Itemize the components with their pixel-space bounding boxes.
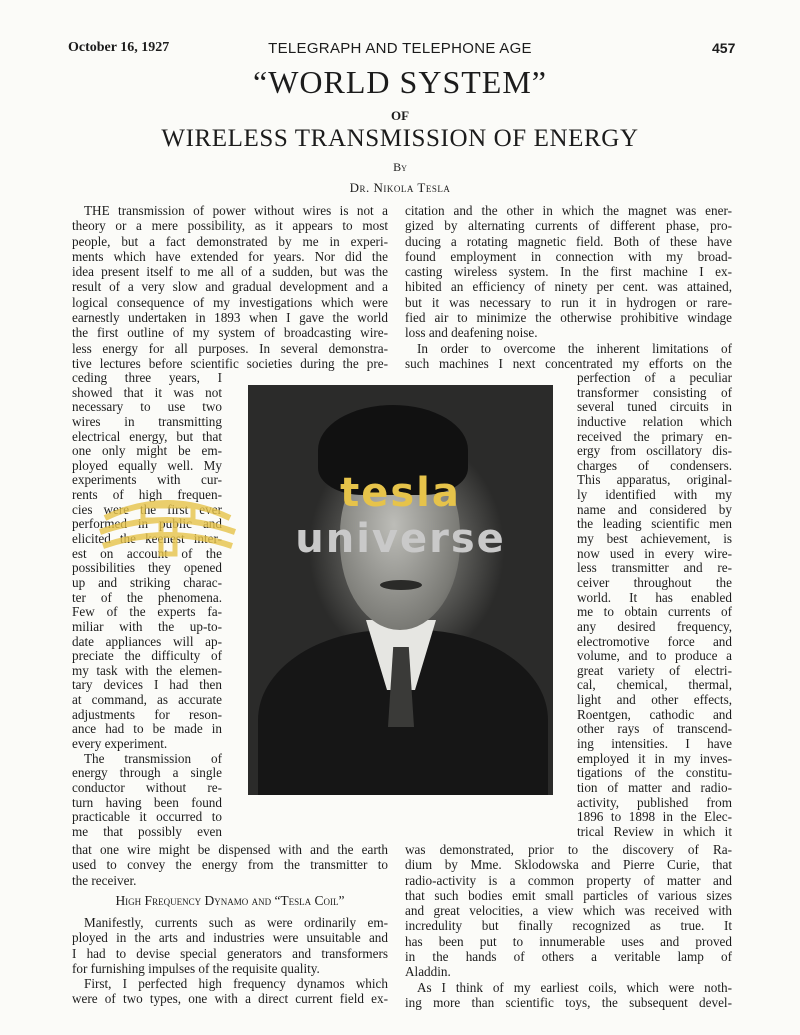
text-line: ance had to be made in — [72, 721, 222, 737]
text-line: were of two types, one with a direct current field ex- — [72, 991, 388, 1007]
text-line: tigations of the constitu- — [577, 765, 732, 781]
journal-name: TELEGRAPH AND TELEPHONE AGE — [268, 40, 532, 57]
section-heading: High Frequency Dynamo and “Tesla Coil” — [115, 893, 345, 908]
text-line: incredulity but finally recognized as true. It — [405, 918, 732, 934]
text-line: possibilities they opened — [72, 560, 222, 576]
text-line: my best achievement, is — [577, 531, 732, 547]
column-left-narrow — [72, 371, 222, 840]
text-line: charges of condensers. — [577, 457, 732, 473]
text-line: my task with the elemen- — [72, 662, 222, 678]
text-line: me that possibly even — [72, 823, 222, 839]
column-left-bottom-2 — [72, 915, 388, 1007]
text-line: ments which have extended for years. Nor did the — [72, 248, 388, 264]
text-line: In order to overcome the inherent limitations of — [417, 340, 732, 356]
text-line: the leading scientific men — [577, 516, 732, 532]
text-line: such machines I next concentrated my efforts on the — [405, 355, 732, 371]
text-line: ceding three years, I — [72, 370, 222, 385]
title-connector: OF — [390, 108, 410, 123]
text-line: employed it in my inves- — [577, 750, 732, 766]
text-line: performed in public and — [72, 516, 222, 532]
text-line: ing intensities. I have — [577, 736, 732, 752]
text-line: THE transmission of power without wires is not a — [84, 203, 388, 218]
text-line: and great velocities, a view which was received with — [405, 903, 732, 919]
text-line: at command, as accurate — [72, 692, 222, 708]
text-line: less energy for all purposes. In several demonstra- — [72, 340, 388, 356]
text-line: name and considered by — [577, 501, 732, 517]
text-line: date appliances will ap- — [72, 633, 222, 649]
text-line: the receiver. — [72, 872, 137, 888]
text-line: several tuned circuits in — [577, 399, 732, 415]
watermark-logo-icon — [95, 488, 240, 560]
text-line: ducing a rotating magnetic field. Both of these have — [405, 233, 732, 249]
text-line: world. It has enabled — [577, 589, 732, 605]
text-line: people, but a fact demonstrated by me in experi- — [72, 233, 388, 249]
text-line: ployed in the arts and industries were unsuitable and — [72, 930, 388, 946]
text-line: Few of the experts fa- — [72, 604, 222, 620]
text-line: rents of high frequen- — [72, 487, 222, 503]
text-line: adjustments for reson- — [72, 706, 222, 722]
text-line: in the hands of others a veritable lamp of — [405, 949, 732, 965]
byline-label: By — [393, 160, 407, 174]
text-line: tive lectures before scientific societies during the pre- — [72, 355, 388, 371]
text-line: less transmitter and re- — [577, 560, 732, 576]
article-subtitle: WIRELESS TRANSMISSION OF ENERGY — [161, 125, 639, 152]
column-right-top — [405, 203, 732, 371]
portrait-photo — [248, 385, 553, 795]
text-line: found employment in connection with my broad- — [405, 248, 732, 264]
text-line: miliar with the up-to- — [72, 618, 222, 634]
text-line: that such bodies emit small particles of various sizes — [405, 887, 732, 903]
text-line: preciate the difficulty of — [72, 648, 222, 664]
text-line: inductive relation which — [577, 413, 732, 429]
text-line: logical consequence of my investigations which were — [72, 294, 388, 310]
text-line: gized by alternating currents of different phase, pro- — [405, 218, 732, 234]
text-line: hibited an efficiency of ninety per cent. was attained, — [405, 279, 732, 295]
text-line: citation and the other in which the magnet was ener- — [405, 203, 732, 218]
text-line: est on account of the — [72, 545, 222, 561]
text-line: As I think of my earliest coils, which were noth- — [417, 979, 732, 995]
text-line: every experiment. — [72, 736, 168, 752]
text-line: This apparatus, original- — [577, 472, 732, 488]
text-line: conductor without re- — [72, 779, 222, 795]
text-line: other rays of transcend- — [577, 721, 732, 737]
column-left-bottom — [72, 842, 388, 888]
text-line: ly identified with my — [577, 487, 732, 503]
text-line: radio-activity is a common property of matter and — [405, 872, 732, 888]
text-line: wires in transmitting — [72, 413, 222, 429]
text-line: 1896 to 1898 in the Elec- — [577, 809, 732, 825]
text-line: trical Review in which it — [577, 823, 732, 839]
text-line: ployed equally well. My — [72, 457, 222, 473]
text-line: result of a very slow and gradual development and a — [72, 279, 388, 295]
text-line: but it was necessary to run it in hydrogen or rare- — [405, 294, 732, 310]
text-line: any desired frequency, — [577, 618, 732, 634]
text-line: activity, published from — [577, 794, 732, 810]
text-line: necessary to use two — [72, 399, 222, 415]
text-line: great variety of electri- — [577, 662, 732, 678]
text-line: idea present itself to me all of a sudden, but was the — [72, 264, 388, 280]
watermark-word-2: universe — [295, 516, 506, 562]
text-line: up and striking charac- — [72, 574, 222, 590]
text-line: earnestly undertaken in 1893 when I gave the world — [72, 310, 388, 326]
text-line: tion of matter and radio- — [577, 779, 732, 795]
text-line: energy through a single — [72, 765, 222, 781]
text-line: tary devices I had then — [72, 677, 222, 693]
column-left-top — [72, 203, 388, 371]
text-line: transformer consisting of — [577, 384, 732, 400]
text-line: The transmission of — [84, 750, 222, 766]
text-line: theory or a mere possibility, as it appears to most — [72, 218, 388, 234]
text-line: for furnishing impulses of the requisite quality. — [72, 960, 320, 976]
text-line: cal, chemical, thermal, — [577, 677, 732, 693]
text-line: ter of the phenomena. — [72, 589, 222, 605]
text-line: loss and deafening noise. — [405, 325, 538, 341]
text-line: casting wireless system. In the first machine I ex- — [405, 264, 732, 280]
text-line: light and other effects, — [577, 692, 732, 708]
column-right-narrow — [577, 371, 732, 840]
author-name: Dr. Nikola Tesla — [349, 180, 451, 195]
watermark-word-1: tesla — [340, 470, 461, 516]
text-line: First, I perfected high frequency dynamos which — [84, 976, 388, 992]
issue-date: October 16, 1927 — [68, 40, 170, 55]
text-line: dium by Mme. Sklodowska and Pierre Curie, that — [405, 857, 732, 873]
text-line: cies were the first ever — [72, 501, 222, 517]
column-right-bottom — [405, 842, 732, 1010]
text-line: was demonstrated, prior to the discovery of Ra- — [405, 842, 732, 857]
text-line: used to convey the energy from the transmitter to — [72, 857, 388, 873]
text-line: me to obtain currents of — [577, 604, 732, 620]
text-line: elicited the keenest inter- — [72, 531, 222, 547]
text-line: practicable it occurred to — [72, 809, 222, 825]
text-line: volume, and to produce a — [577, 648, 732, 664]
text-line: I had to devise special generators and transformers — [72, 945, 388, 961]
text-line: experiments with cur- — [72, 472, 222, 488]
text-line: electromotive force and — [577, 633, 732, 649]
watermark-text — [258, 470, 543, 562]
text-line: ing more than scientific toys, the subsequent devel- — [405, 994, 732, 1010]
text-line: fied air to minimize the otherwise prohibitive windage — [405, 310, 732, 326]
text-line: received the primary en- — [577, 428, 732, 444]
text-line: one only might be em- — [72, 443, 222, 459]
text-line: that one wire might be dispensed with and the earth — [72, 842, 388, 857]
text-line: perfection of a peculiar — [577, 370, 732, 385]
text-line: the first outline of my system of broadcasting wire- — [72, 325, 388, 341]
page-number: 457 — [712, 40, 736, 56]
text-line: turn having been found — [72, 794, 222, 810]
text-line: showed that it was not — [72, 384, 222, 400]
text-line: ceiver throughout the — [577, 574, 732, 590]
article-title: “WORLD SYSTEM” — [253, 64, 547, 100]
text-line: Manifestly, currents such as were ordinarily em- — [84, 915, 388, 930]
text-line: Aladdin. — [405, 964, 451, 980]
text-line: now used in every wire- — [577, 545, 732, 561]
text-line: electrical energy, but that — [72, 428, 222, 444]
text-line: has been put to innumerable uses and proved — [405, 933, 732, 949]
text-line: Roentgen, cathodic and — [577, 706, 732, 722]
text-line: ergy from oscillatory dis- — [577, 443, 732, 459]
